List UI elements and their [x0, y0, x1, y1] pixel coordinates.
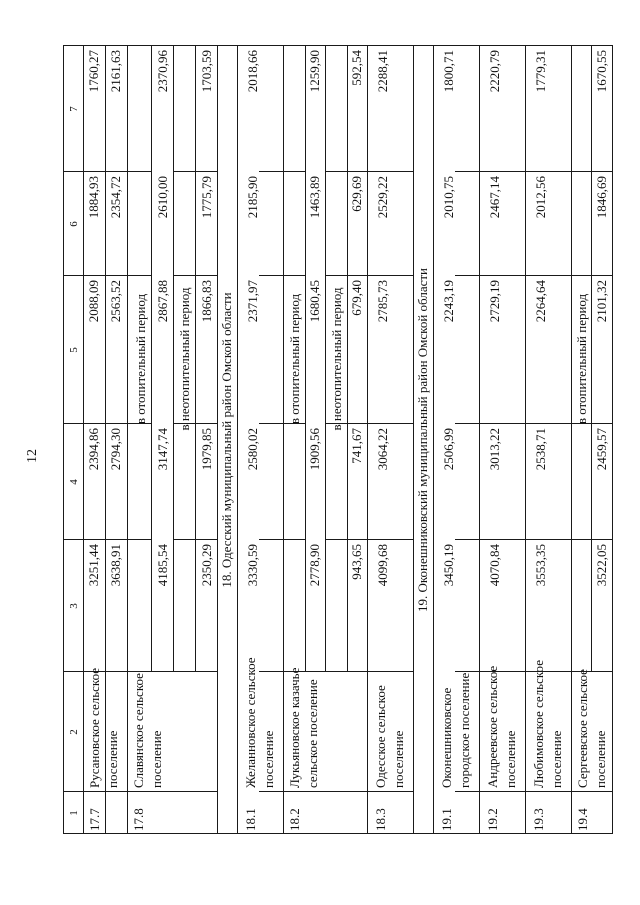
settlement-name: городское поселение — [457, 672, 472, 788]
column-header: 1 — [68, 810, 80, 816]
settlement-name: поселение — [391, 730, 406, 788]
row-number: 18.1 — [243, 808, 258, 831]
value-cell: 1463,89 — [307, 176, 322, 219]
value-cell: 2370,96 — [155, 50, 170, 93]
value-cell: 1680,45 — [307, 280, 322, 323]
period-label: в отопительный период — [574, 293, 589, 425]
value-cell: 2563,52 — [108, 280, 123, 323]
settlement-name: Оконешниковское — [439, 687, 454, 788]
value-cell: 2729,19 — [487, 280, 502, 323]
value-cell: 2161,63 — [108, 50, 123, 93]
settlement-name: поселение — [593, 730, 608, 788]
settlement-name: Андреевское сельское — [485, 665, 500, 788]
value-cell: 2580,02 — [245, 428, 260, 471]
value-cell: 1909,56 — [307, 428, 322, 471]
value-cell: 679,40 — [349, 280, 364, 316]
row-number: 19.1 — [439, 808, 454, 831]
value-cell: 2088,09 — [86, 280, 101, 323]
row-number: 17.8 — [131, 808, 146, 831]
value-cell: 1800,71 — [441, 50, 456, 93]
value-cell: 2459,57 — [594, 428, 609, 471]
column-header: 5 — [68, 347, 80, 353]
value-cell: 1846,69 — [594, 176, 609, 219]
section-title: 18. Одесский муниципальный район Омской области — [219, 292, 234, 588]
value-cell: 4099,68 — [375, 544, 390, 587]
settlement-name: Одесское сельское — [373, 685, 388, 788]
value-cell: 4185,54 — [155, 544, 170, 587]
row-number: 19.2 — [485, 808, 500, 831]
table-cells — [63, 46, 612, 834]
value-cell: 2610,00 — [155, 176, 170, 219]
value-cell: 2010,75 — [441, 176, 456, 219]
value-cell: 2529,22 — [375, 176, 390, 219]
settlement-name: поселение — [549, 730, 564, 788]
settlement-name: Желанновское сельское — [243, 657, 258, 788]
section-title: 19. Оконешниковский муниципальный район Омской области — [415, 268, 430, 613]
value-cell: 4070,84 — [487, 544, 502, 587]
column-header: 7 — [68, 106, 80, 112]
row-number: 19.4 — [575, 808, 590, 831]
settlement-name: Сергеевское сельское — [575, 669, 590, 788]
value-cell: 2394,86 — [86, 428, 101, 471]
column-header: 3 — [68, 603, 80, 609]
column-header: 4 — [68, 479, 80, 485]
period-label: в отопительный период — [133, 293, 148, 425]
value-cell: 2101,32 — [594, 280, 609, 323]
value-cell: 1775,79 — [199, 176, 214, 219]
value-cell: 3553,35 — [533, 544, 548, 587]
settlement-name: Русановское сельское — [87, 667, 102, 788]
period-label: в неотопительный период — [329, 287, 344, 431]
settlement-name: поселение — [149, 730, 164, 788]
period-label: в неотопительный период — [177, 287, 192, 431]
value-cell: 1259,90 — [307, 50, 322, 93]
value-cell: 3251,44 — [86, 544, 101, 587]
value-cell: 2794,30 — [108, 428, 123, 471]
value-cell: 3147,74 — [155, 428, 170, 471]
value-cell: 3450,19 — [441, 544, 456, 587]
value-cell: 2264,64 — [533, 280, 548, 323]
settlement-name: поселение — [261, 730, 276, 788]
value-cell: 1884,93 — [86, 176, 101, 219]
period-label: в отопительный период — [287, 293, 302, 425]
column-header: 2 — [68, 729, 80, 735]
value-cell: 2867,88 — [155, 280, 170, 323]
value-cell: 2243,19 — [441, 280, 456, 323]
value-cell: 1866,83 — [199, 280, 214, 323]
value-cell: 2785,73 — [375, 280, 390, 323]
value-cell: 2018,66 — [245, 50, 260, 93]
value-cell: 2371,97 — [245, 280, 260, 323]
value-cell: 3064,22 — [375, 428, 390, 471]
settlement-name: сельское поселение — [305, 679, 320, 788]
page-number: 12 — [25, 449, 40, 463]
value-cell: 2354,72 — [108, 176, 123, 219]
value-cell: 2350,29 — [199, 544, 214, 587]
row-number: 19.3 — [531, 808, 546, 831]
row-number: 18.2 — [287, 808, 302, 831]
value-cell: 943,65 — [349, 544, 364, 580]
value-cell: 2012,56 — [533, 176, 548, 219]
value-cell: 592,54 — [349, 50, 364, 86]
value-cell: 1979,85 — [199, 428, 214, 471]
settlement-name: Лукьяновское казачье — [287, 667, 302, 788]
value-cell: 3330,59 — [245, 544, 260, 587]
tariff-table — [63, 46, 612, 834]
value-cell: 1760,27 — [86, 50, 101, 93]
value-cell: 2778,90 — [307, 544, 322, 587]
value-cell: 2506,99 — [441, 428, 456, 471]
value-cell: 629,69 — [349, 176, 364, 212]
value-cell: 2220,79 — [487, 50, 502, 93]
value-cell: 3638,91 — [108, 544, 123, 587]
value-cell: 1703,59 — [199, 50, 214, 93]
value-cell: 2538,71 — [533, 428, 548, 471]
settlement-name: поселение — [105, 730, 120, 788]
value-cell: 2467,14 — [487, 176, 502, 219]
settlement-name: Славянское сельское — [131, 673, 146, 788]
value-cell: 1670,55 — [594, 50, 609, 93]
row-number: 17.7 — [87, 808, 102, 831]
value-cell: 2185,90 — [245, 176, 260, 219]
settlement-name: Любимовское сельское — [531, 660, 546, 788]
table-bottom-border — [612, 45, 613, 834]
value-cell: 1779,31 — [533, 50, 548, 93]
settlement-name: поселение — [503, 730, 518, 788]
value-cell: 3013,22 — [487, 428, 502, 471]
value-cell: 2288,41 — [375, 50, 390, 93]
value-cell: 741,67 — [349, 428, 364, 464]
value-cell: 3522,05 — [594, 544, 609, 587]
row-number: 18.3 — [373, 808, 388, 831]
column-header: 6 — [68, 221, 80, 227]
